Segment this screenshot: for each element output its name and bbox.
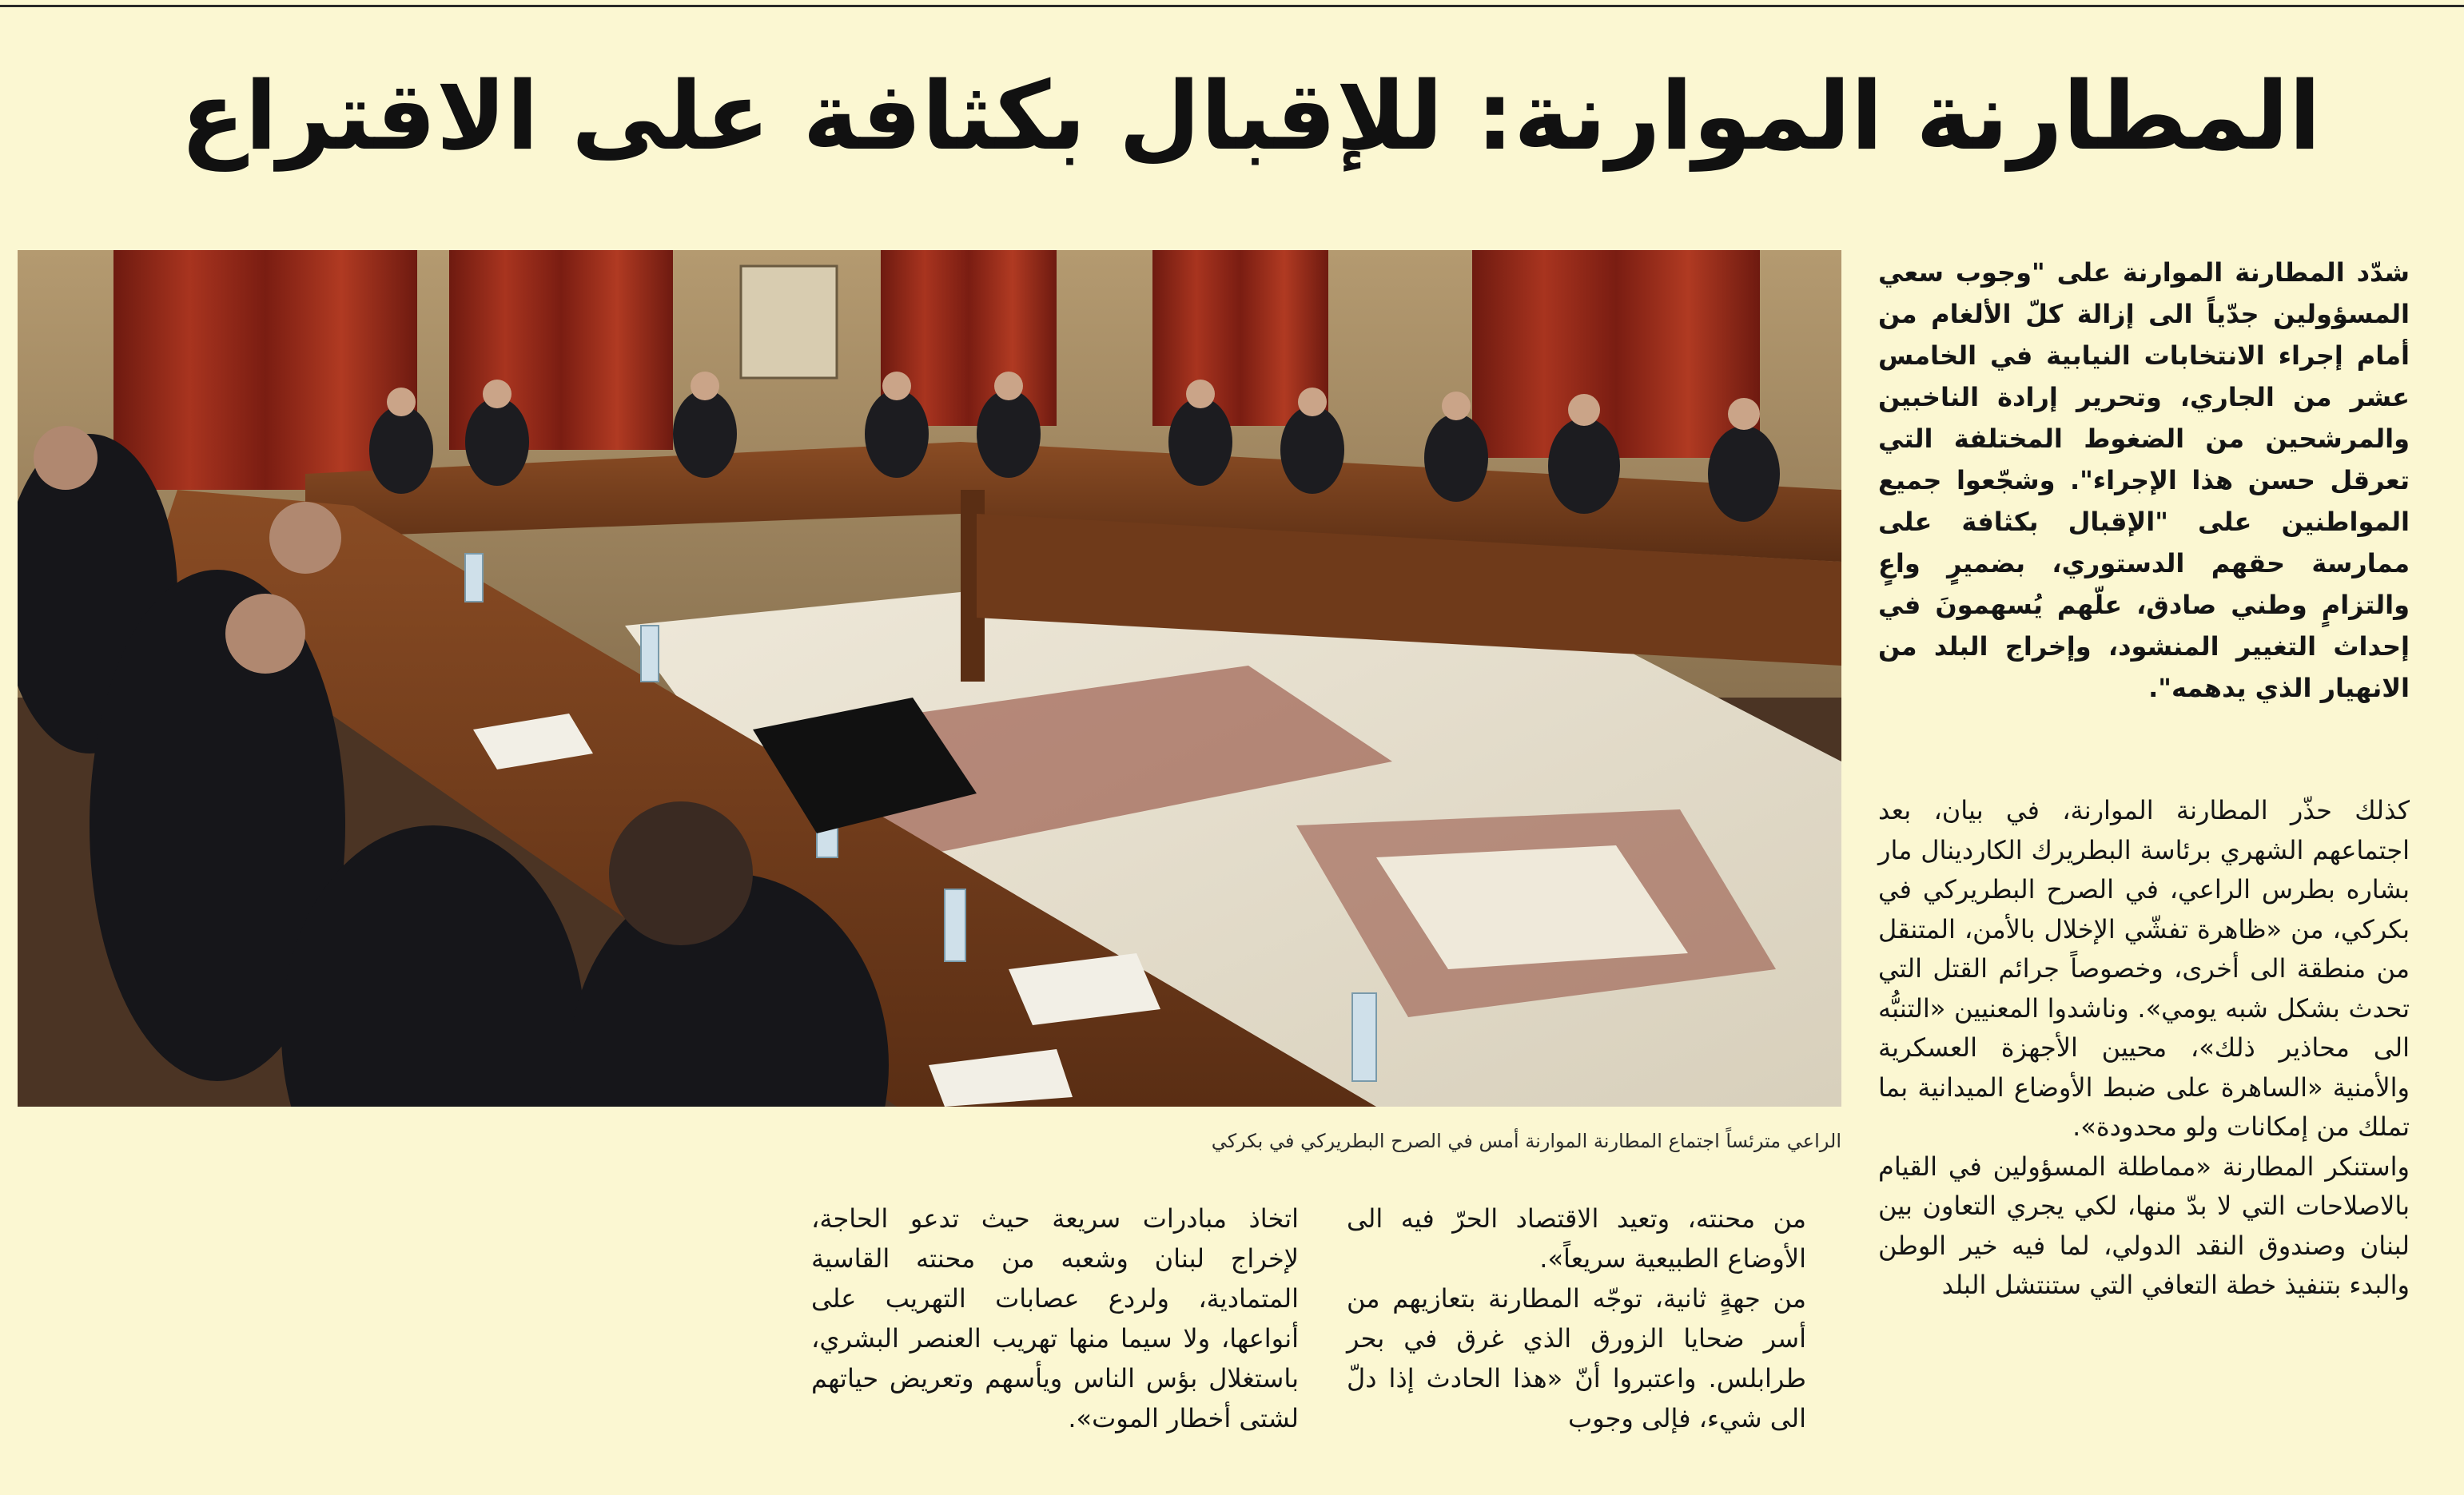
article-paragraph: واستنكر المطارنة «مماطلة المسؤولين في القيام بالاصلاحات التي لا بدّ منها، لكي يجري التعاون بين لبنان وصندوق النقد الدولي، لما فيه خير الوطن والبدء بتنفيذ خطة التعافي التي ستنتشل البلد	[1878, 1151, 2410, 1300]
article-paragraph: من محنته، وتعيد الاقتصاد الحرّ فيه الى الأوضاع الطبيعية سريعاً».	[1347, 1203, 1806, 1274]
headline: المطارنة الموارنة: للإقبال بكثافة على الاقتراع	[180, 61, 2322, 171]
article-column-middle	[1347, 1199, 1806, 1438]
top-rule	[0, 5, 2464, 7]
article-paragraph: كذلك حذّر المطارنة الموارنة، في بيان، بعد اجتماعهم الشهري برئاسة البطريرك الكاردينال مار بشاره بطرس الراعي، في الصرح البطريركي في بكركي، من «ظاهرة تفشّي الإخلال بالأمن، المتنقل من منطقة الى أخرى، وخصوصاً جرائم القتل التي تحدث بشكل شبه يومي». وناشدوا المعنيين «التنبُّه الى محاذير ذلك»، محيين الأجهزة العسكرية والأمنية «الساهرة على ضبط الأوضاع الميدانية بما تملك من إمكانات ولو محدودة».	[1878, 795, 2410, 1142]
article-column-right	[1878, 791, 2410, 1306]
article-paragraph: اتخاذ مبادرات سريعة حيث تدعو الحاجة، لإخراج لبنان وشعبه من محنته القاسية المتمادية، ولردع عصابات التهريب على أنواعها، ولا سيما منها تهريب العنصر البشري، باستغلال بؤس الناس ويأسهم وتعريض حياتهم لشتى أخطار الموت».	[811, 1203, 1299, 1433]
photo-caption: الراعي مترئساً اجتماع المطارنة الموارنة أمس في الصرح البطريركي في بكركي	[1211, 1130, 1841, 1152]
article-column-left	[811, 1199, 1299, 1438]
article-paragraph: من جهةٍ ثانية، توجّه المطارنة بتعازيهم من أسر ضحايا الزورق الذي غرق في بحر طرابلس. واعتبروا أنّ «هذا الحادث إذا دلّ الى شيء، فإلى وجوب	[1347, 1283, 1806, 1433]
lead-paragraph	[1878, 252, 2410, 709]
lead-paragraph-text: شدّد المطارنة الموارنة على "وجوب سعي المسؤولين جدّياً الى إزالة كلّ الألغام من أمام إجراء الانتخابات النيابية في الخامس عشر من الجاري، وتحرير إرادة الناخبين والمرشحين من الضغوط المختلفة التي تعرقل حسن هذا الإجراء". وشجّعوا جميع المواطنين على "الإقبال بكثافة على ممارسة حقهم الدستوري، بضميرٍ واعٍ والتزامٍ وطني صادق، علّهم يُسهمونَ في إحداث التغيير المنشود، وإخراج البلد من الانهيار الذي يدهمه".	[1878, 257, 2410, 703]
news-photo	[18, 250, 1841, 1107]
